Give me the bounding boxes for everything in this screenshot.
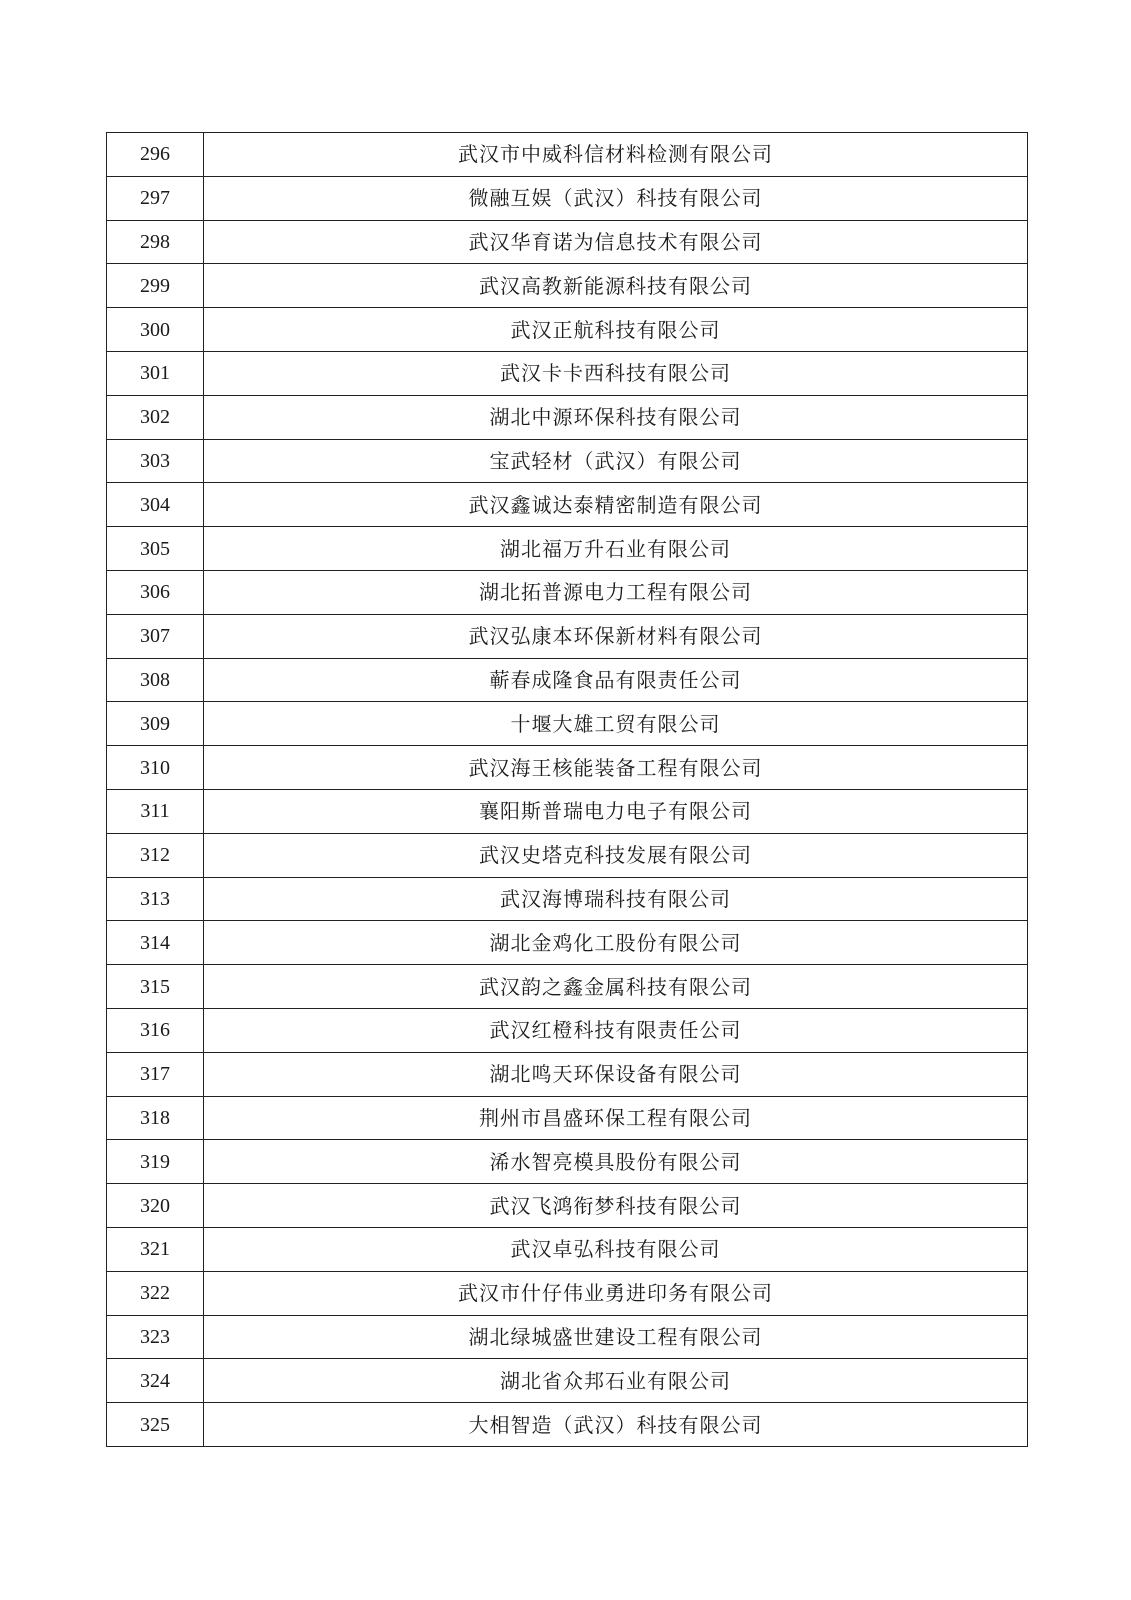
row-number-cell: 319	[107, 1140, 204, 1184]
company-name-cell: 武汉正航科技有限公司	[204, 308, 1028, 352]
company-name-cell: 武汉海王核能装备工程有限公司	[204, 746, 1028, 790]
table-row	[107, 1096, 1028, 1140]
table-row	[107, 395, 1028, 439]
company-name-cell: 武汉卡卡西科技有限公司	[204, 351, 1028, 395]
row-number-cell: 298	[107, 220, 204, 264]
row-number-cell: 303	[107, 439, 204, 483]
company-list-table	[106, 132, 1028, 1447]
row-number-cell: 322	[107, 1271, 204, 1315]
company-name-cell: 湖北绿城盛世建设工程有限公司	[204, 1315, 1028, 1359]
table-row	[107, 527, 1028, 571]
table-row	[107, 1140, 1028, 1184]
table-row	[107, 702, 1028, 746]
company-name-cell: 武汉弘康本环保新材料有限公司	[204, 614, 1028, 658]
row-number-cell: 311	[107, 789, 204, 833]
table-row	[107, 614, 1028, 658]
table-row	[107, 658, 1028, 702]
row-number-cell: 325	[107, 1403, 204, 1447]
company-name-cell: 十堰大雄工贸有限公司	[204, 702, 1028, 746]
table-row	[107, 1315, 1028, 1359]
company-name-cell: 武汉高教新能源科技有限公司	[204, 264, 1028, 308]
table-row	[107, 133, 1028, 177]
table-row	[107, 1359, 1028, 1403]
row-number-cell: 302	[107, 395, 204, 439]
company-name-cell: 湖北鸣天环保设备有限公司	[204, 1052, 1028, 1096]
company-name-cell: 湖北福万升石业有限公司	[204, 527, 1028, 571]
table-row	[107, 833, 1028, 877]
table-row	[107, 1184, 1028, 1228]
table-row	[107, 746, 1028, 790]
row-number-cell: 314	[107, 921, 204, 965]
company-name-cell: 武汉海博瑞科技有限公司	[204, 877, 1028, 921]
row-number-cell: 297	[107, 176, 204, 220]
table-row	[107, 483, 1028, 527]
company-name-cell: 武汉史塔克科技发展有限公司	[204, 833, 1028, 877]
company-name-cell: 蕲春成隆食品有限责任公司	[204, 658, 1028, 702]
row-number-cell: 313	[107, 877, 204, 921]
row-number-cell: 320	[107, 1184, 204, 1228]
row-number-cell: 308	[107, 658, 204, 702]
table-body	[107, 133, 1028, 1447]
company-name-cell: 湖北省众邦石业有限公司	[204, 1359, 1028, 1403]
row-number-cell: 324	[107, 1359, 204, 1403]
table-row	[107, 220, 1028, 264]
row-number-cell: 318	[107, 1096, 204, 1140]
row-number-cell: 310	[107, 746, 204, 790]
company-name-cell: 大相智造（武汉）科技有限公司	[204, 1403, 1028, 1447]
company-name-cell: 武汉飞鸿衔梦科技有限公司	[204, 1184, 1028, 1228]
company-name-cell: 武汉华育诺为信息技术有限公司	[204, 220, 1028, 264]
row-number-cell: 316	[107, 1008, 204, 1052]
row-number-cell: 301	[107, 351, 204, 395]
table-row	[107, 176, 1028, 220]
company-name-cell: 湖北中源环保科技有限公司	[204, 395, 1028, 439]
company-name-cell: 浠水智亮模具股份有限公司	[204, 1140, 1028, 1184]
company-name-cell: 武汉卓弘科技有限公司	[204, 1227, 1028, 1271]
company-name-cell: 武汉韵之鑫金属科技有限公司	[204, 965, 1028, 1009]
table-row	[107, 877, 1028, 921]
table-row	[107, 789, 1028, 833]
company-name-cell: 微融互娱（武汉）科技有限公司	[204, 176, 1028, 220]
table-row	[107, 1227, 1028, 1271]
row-number-cell: 317	[107, 1052, 204, 1096]
row-number-cell: 296	[107, 133, 204, 177]
table-row	[107, 1403, 1028, 1447]
company-name-cell: 襄阳斯普瑞电力电子有限公司	[204, 789, 1028, 833]
table-row	[107, 439, 1028, 483]
table-row	[107, 1052, 1028, 1096]
row-number-cell: 299	[107, 264, 204, 308]
row-number-cell: 309	[107, 702, 204, 746]
company-name-cell: 武汉市中威科信材料检测有限公司	[204, 133, 1028, 177]
row-number-cell: 312	[107, 833, 204, 877]
company-name-cell: 湖北金鸡化工股份有限公司	[204, 921, 1028, 965]
row-number-cell: 306	[107, 570, 204, 614]
row-number-cell: 304	[107, 483, 204, 527]
row-number-cell: 305	[107, 527, 204, 571]
row-number-cell: 300	[107, 308, 204, 352]
company-name-cell: 武汉鑫诚达泰精密制造有限公司	[204, 483, 1028, 527]
table-row	[107, 308, 1028, 352]
table-row	[107, 921, 1028, 965]
table-row	[107, 351, 1028, 395]
row-number-cell: 323	[107, 1315, 204, 1359]
company-name-cell: 武汉市什仔伟业勇进印务有限公司	[204, 1271, 1028, 1315]
table-row	[107, 570, 1028, 614]
company-name-cell: 武汉红橙科技有限责任公司	[204, 1008, 1028, 1052]
row-number-cell: 307	[107, 614, 204, 658]
table-row	[107, 264, 1028, 308]
table-row	[107, 1271, 1028, 1315]
table-row	[107, 1008, 1028, 1052]
company-name-cell: 湖北拓普源电力工程有限公司	[204, 570, 1028, 614]
row-number-cell: 321	[107, 1227, 204, 1271]
row-number-cell: 315	[107, 965, 204, 1009]
table-row	[107, 965, 1028, 1009]
company-name-cell: 宝武轻材（武汉）有限公司	[204, 439, 1028, 483]
company-name-cell: 荆州市昌盛环保工程有限公司	[204, 1096, 1028, 1140]
